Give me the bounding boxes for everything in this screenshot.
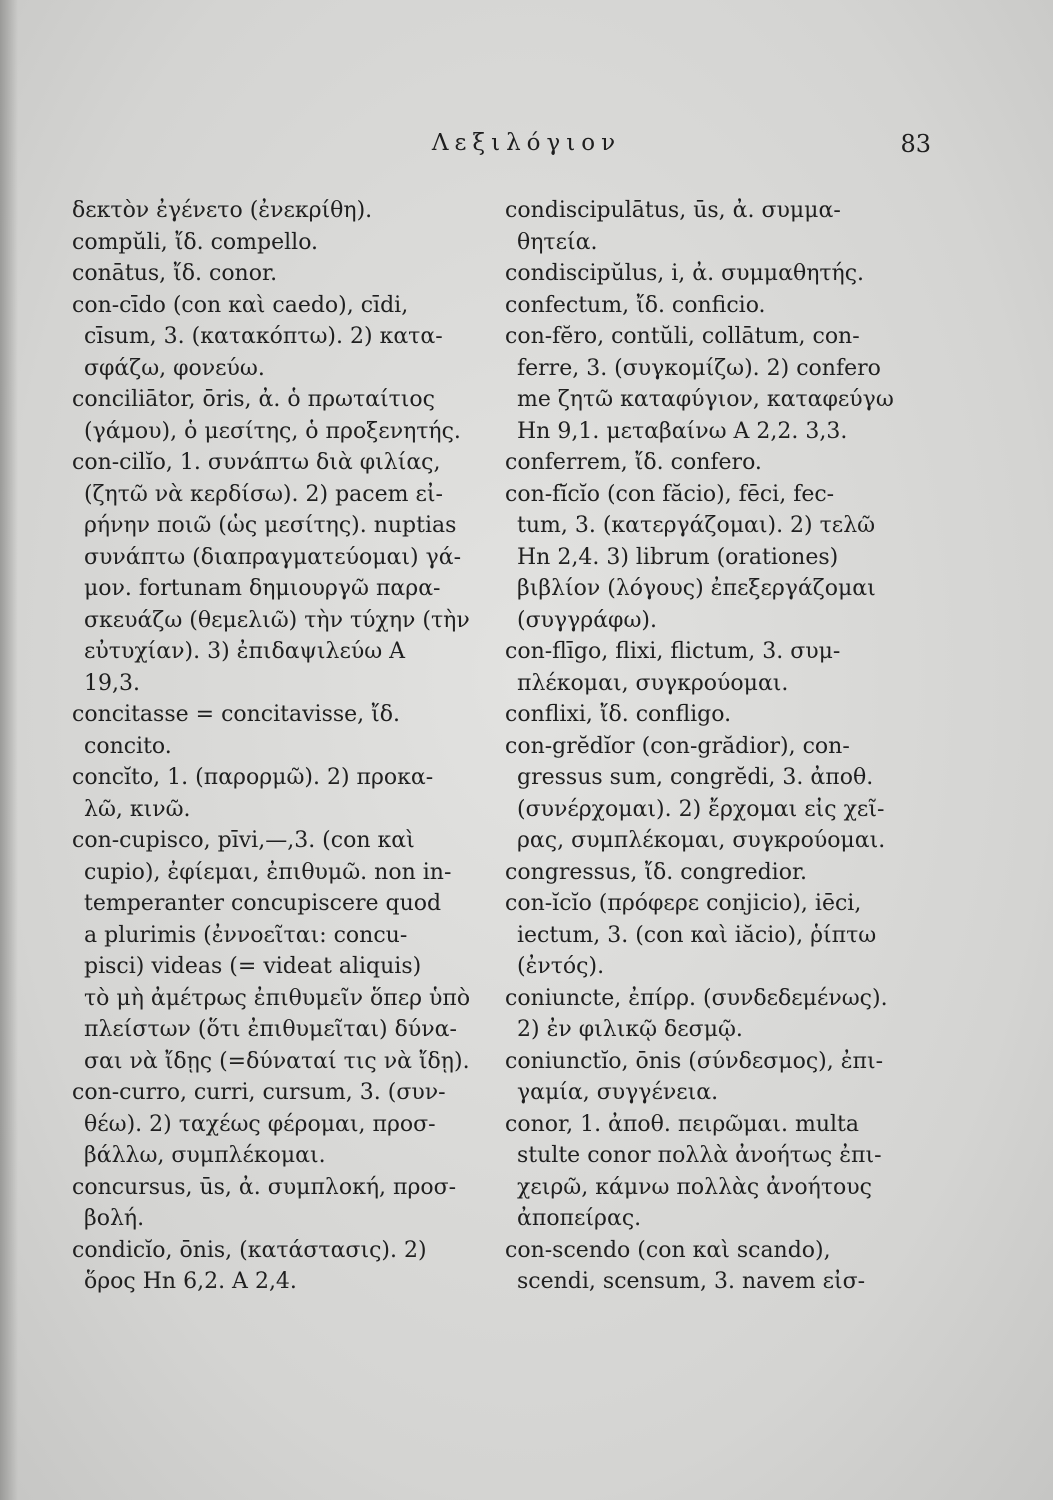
entry-continuation-line: συνάπτω (διαπραγματεύομαι) γά- [84,544,462,570]
entry-continuation-line: ἀποπείρας. [517,1206,642,1231]
entry-line: con-cilĭo, 1. συνάπτω διὰ φιλίας, [72,450,441,475]
entry-continuation-line: Hn 9,1. μεταβαίνω A 2,2. 3,3. [517,418,848,444]
entry-line: δεκτὸν ἐγένετο (ἐνεκρίθη). [72,198,373,223]
entry-continuation-line: tum, 3. (κατεργάζομαι). 2) τελῶ [517,513,876,538]
entry-continuation-line: γαμία, συγγένεια. [517,1080,719,1105]
page-number: 83 [900,130,931,158]
entry-continuation-line: σκευάζω (θεμελιῶ) τὴν τύχην (τὴν [84,607,470,633]
entry-continuation-line: βολή. [84,1206,145,1231]
entry-continuation-line: πλείστων (ὅτι ἐπιθυμεῖται) δύνα- [84,1017,457,1042]
entry-continuation-line: εὐτυχίαν). 3) ἐπιδαψιλεύω A [84,639,406,664]
running-header-title: Λεξιλόγιον [431,130,622,156]
entry-line: conferrem, ἴδ. confero. [505,450,762,475]
entry-line: concursus, ūs, ἀ. συμπλοκή, προσ- [72,1174,457,1200]
binding-shadow [0,0,18,1500]
entry-line: conor, 1. ἀποθ. πειρῶμαι. multa [505,1111,859,1137]
entry-line: compŭli, ἴδ. compello. [72,229,319,255]
entry-line: con-fĕro, contŭli, collātum, con- [505,324,860,349]
entry-continuation-line: a plurimis (ἐννοεῖται: concu- [84,922,408,948]
entry-continuation-line: μον. fortunam δημιουργῶ παρα- [84,576,441,601]
entry-line: concitasse = concitavisse, ἴδ. [72,702,401,727]
entry-line: condicĭo, ōnis, (κατάστασις). 2) [72,1237,427,1263]
entry-line: condiscipŭlus, i, ἀ. συμμαθητής. [505,261,865,286]
entry-continuation-line: (συγγράφω). [517,607,657,633]
entry-continuation-line: θέω). 2) ταχέως φέρομαι, προσ- [84,1111,436,1137]
entry-line: concĭto, 1. (παρορμῶ). 2) προκα- [72,765,434,790]
entry-continuation-line: cupio), ἐφίεμαι, ἐπιθυμῶ. non in- [84,859,452,885]
entry-continuation-line: (συνέρχομαι). 2) ἔρχομαι εἰς χεῖ- [517,796,885,822]
entry-continuation-line: 19,3. [84,670,140,696]
entry-line: conciliātor, ōris, ἀ. ὁ πρωταίτιος [72,387,435,412]
entry-continuation-line: χειρῶ, κάμνω πολλὰς ἀνοήτους [517,1174,872,1200]
entry-line: conflixi, ἴδ. confligo. [505,702,732,727]
entry-line: coniuncte, ἐπίρρ. (συνδεδεμένως). [505,985,888,1011]
entry-continuation-line: λῶ, κινῶ. [84,796,191,822]
entry-continuation-line: pisci) videas (= videat aliquis) [84,954,422,979]
entry-continuation-line: ρας, συμπλέκομαι, συγκρούομαι. [517,828,886,853]
entry-continuation-line: σαι νὰ ἴδῃς (=δύναταί τις νὰ ἴδῃ). [84,1048,470,1074]
entry-line: condiscipulātus, ūs, ἀ. συμμα- [505,198,841,223]
entry-continuation-line: scendi, scensum, 3. navem εἰσ- [517,1269,866,1294]
entry-continuation-line: βιβλίον (λόγους) ἐπεξεργάζομαι [517,576,876,601]
entry-line: confectum, ἴδ. conficio. [505,292,766,318]
entry-continuation-line: σφάζω, φονεύω. [84,355,265,381]
entry-continuation-line: πλέκομαι, συγκρούομαι. [517,670,789,696]
entry-line: con-curro, curri, cursum, 3. (συν- [72,1080,446,1105]
entry-line: con-cupisco, pīvi,—,3. (con καὶ [72,828,415,853]
entry-continuation-line: 2) ἐν φιλικῷ δεσμῷ. [517,1017,743,1042]
entry-continuation-line: me ζητῶ καταφύγιον, καταφεύγω [517,387,894,412]
entry-line: con-scendo (con καὶ scando), [505,1237,831,1263]
entry-continuation-line: concito. [84,733,172,759]
entry-line: con-flīgo, flixi, flictum, 3. συμ- [505,639,841,664]
entry-continuation-line: Hn 2,4. 3) librum (orationes) [517,544,839,570]
entry-continuation-line: θητεία. [517,229,598,255]
entry-continuation-line: ὅρος Hn 6,2. A 2,4. [84,1269,297,1294]
entry-continuation-line: (ἐντός). [517,954,605,979]
entry-line: congressus, ἴδ. congredior. [505,859,808,885]
right-column [505,195,937,1298]
entry-continuation-line: βάλλω, συμπλέκομαι. [84,1143,326,1168]
entry-line: coniunctĭo, ōnis (σύνδεσμος), ἐπι- [505,1048,884,1074]
entry-continuation-line: τὸ μὴ ἀμέτρως ἐπιθυμεῖν ὅπερ ὑπὸ [84,985,471,1011]
entry-continuation-line: ρήνην ποιῶ (ὡς μεσίτης). nuptias [84,513,457,538]
entry-continuation-line: temperanter concupiscere quod [84,891,442,916]
entry-continuation-line: (ζητῶ νὰ κερδίσω). 2) pacem εἰ- [84,481,443,507]
entry-line: con-fĭcĭo (con făcio), fēci, fec- [505,481,835,507]
entry-line: con-grĕdĭor (con-grădior), con- [505,733,850,759]
entry-continuation-line: ferre, 3. (συγκομίζω). 2) confero [517,355,881,381]
entry-continuation-line: iectum, 3. (con καὶ iăcio), ῥίπτω [517,922,877,948]
entry-line: conātus, ἴδ. conor. [72,261,278,286]
entry-line: con-cīdo (con καὶ caedo), cīdi, [72,292,409,318]
entry-line: con-ĭcĭo (πρόφερε conjicio), iēci, [505,891,862,916]
entry-continuation-line: stulte conor πολλὰ ἀνοήτως ἐπι- [517,1143,882,1168]
left-column [72,195,490,1298]
entry-continuation-line: (γάμου), ὁ μεσίτης, ὁ προξενητής. [84,418,461,444]
entry-continuation-line: cīsum, 3. (κατακόπτω). 2) κατα- [84,324,443,349]
entry-continuation-line: gressus sum, congrĕdi, 3. ἀποθ. [517,765,874,790]
